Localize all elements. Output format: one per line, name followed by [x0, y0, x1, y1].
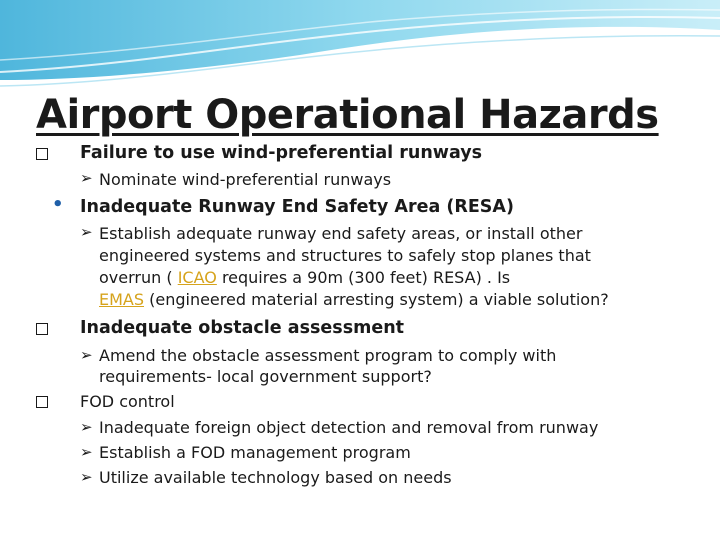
box-icon [36, 396, 48, 408]
slide-title: Airport Operational Hazards [36, 92, 659, 138]
arrow-icon: ➢ [80, 418, 93, 436]
icao-link[interactable]: ICAO [177, 268, 217, 287]
list-item-10: Utilize available technology based on needs [99, 468, 452, 487]
resa-requirement-text: requires a 90m (300 feet) RESA) . Is [221, 268, 511, 287]
list-item-4-line-3 [99, 268, 510, 287]
list-item-4-line-2: engineered systems and structures to safely stop planes that [99, 246, 591, 265]
arrow-icon: ➢ [80, 468, 93, 486]
list-item-4-line-1: Establish adequate runway end safety areas, or install other [99, 224, 583, 243]
list-item-5: Inadequate obstacle assessment [80, 318, 405, 338]
list-item-6-line-2: requirements- local government support? [99, 367, 432, 386]
box-icon [36, 148, 48, 160]
list-item-7: FOD control [80, 392, 175, 411]
arrow-icon: ➢ [80, 223, 93, 241]
list-item-4-line-4 [99, 290, 609, 309]
list-item-2: Nominate wind-preferential runways [99, 170, 392, 189]
box-icon [36, 323, 48, 335]
list-item-1: Failure to use wind-preferential runways [80, 143, 483, 163]
arrow-icon: ➢ [80, 443, 93, 461]
list-item-3: Inadequate Runway End Safety Area (RESA) [80, 197, 514, 217]
dot-icon: • [52, 194, 64, 215]
list-item-6-line-1: Amend the obstacle assessment program to comply with [99, 346, 557, 365]
list-item-9: Establish a FOD management program [99, 443, 411, 462]
overrun-text: overrun ( [99, 268, 173, 287]
emas-description-text: (engineered material arresting system) a viable solution? [149, 290, 609, 309]
arrow-icon: ➢ [80, 346, 93, 364]
arrow-icon: ➢ [80, 169, 93, 187]
list-item-8: Inadequate foreign object detection and removal from runway [99, 418, 599, 437]
emas-link[interactable]: EMAS [99, 290, 145, 309]
